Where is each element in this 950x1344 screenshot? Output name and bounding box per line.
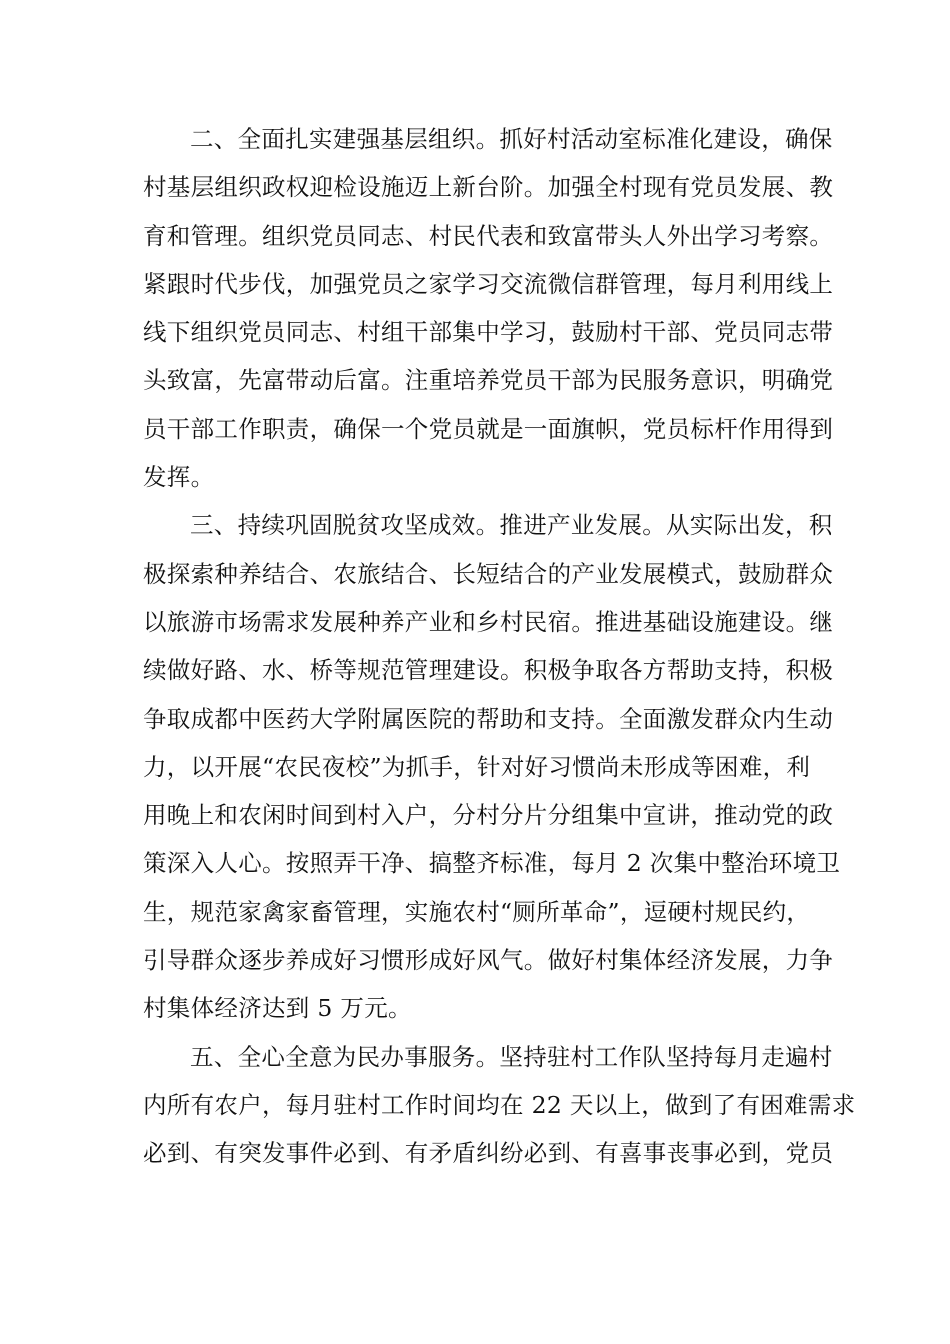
text-line: 以旅游市场需求发展种养产业和乡村民宿。推进基础设施建设。继	[143, 607, 834, 636]
paragraph-five	[143, 1033, 856, 1178]
text-line: 引导群众逐步养成好习惯形成好风气。做好村集体经济发展，力争	[143, 946, 834, 975]
text-line: 线下组织党员同志、村组干部集中学习，鼓励村干部、党员同志带	[143, 318, 834, 347]
text-line: 极探索种养结合、农旅结合、长短结合的产业发展模式，鼓励群众	[143, 559, 834, 588]
text-line: 发挥。	[143, 463, 215, 492]
document-page	[143, 115, 856, 1178]
text-line: 生，规范家禽家畜管理，实施农村“厕所革命”，逗硬村规民约，	[143, 897, 811, 926]
text-line: 必到、有突发事件必到、有矛盾纠纷必到、有喜事丧事必到，党员	[143, 1139, 834, 1168]
text-line: 五、全心全意为民办事服务。坚持驻村工作队坚持每月走遍村	[190, 1042, 833, 1071]
paragraph-two	[143, 115, 834, 501]
text-line: 力，以开展“农民夜校”为抓手，针对好习惯尚未形成等困难，利	[143, 752, 811, 781]
text-line: 紧跟时代步伐，加强党员之家学习交流微信群管理，每月利用线上	[143, 269, 834, 298]
text-line: 村集体经济达到 5 万元。	[143, 994, 412, 1023]
text-line: 村基层组织政权迎检设施迈上新台阶。加强全村现有党员发展、教	[143, 173, 834, 202]
text-line: 二、全面扎实建强基层组织。抓好村活动室标准化建设，确保	[190, 125, 833, 153]
paragraph-three	[143, 501, 841, 1032]
text-line: 续做好路、水、桥等规范管理建设。积极争取各方帮助支持，积极	[143, 656, 834, 685]
text-line: 用晚上和农闲时间到村入户，分村分片分组集中宣讲，推动党的政	[143, 801, 834, 830]
text-line: 头致富，先富带动后富。注重培养党员干部为民服务意识，明确党	[143, 366, 834, 395]
text-line: 育和管理。组织党员同志、村民代表和致富带头人外出学习考察。	[143, 221, 834, 250]
text-line: 三、持续巩固脱贫攻坚成效。推进产业发展。从实际出发，积	[190, 511, 833, 540]
text-line: 争取成都中医药大学附属医院的帮助和支持。全面激发群众内生动	[143, 704, 834, 733]
text-line: 策深入人心。按照弄干净、搞整齐标准，每月 2 次集中整治环境卫	[143, 849, 841, 878]
text-line: 内所有农户，每月驻村工作时间均在 22 天以上，做到了有困难需求	[143, 1090, 856, 1119]
text-line: 员干部工作职责，确保一个党员就是一面旗帜，党员标杆作用得到	[143, 414, 834, 443]
